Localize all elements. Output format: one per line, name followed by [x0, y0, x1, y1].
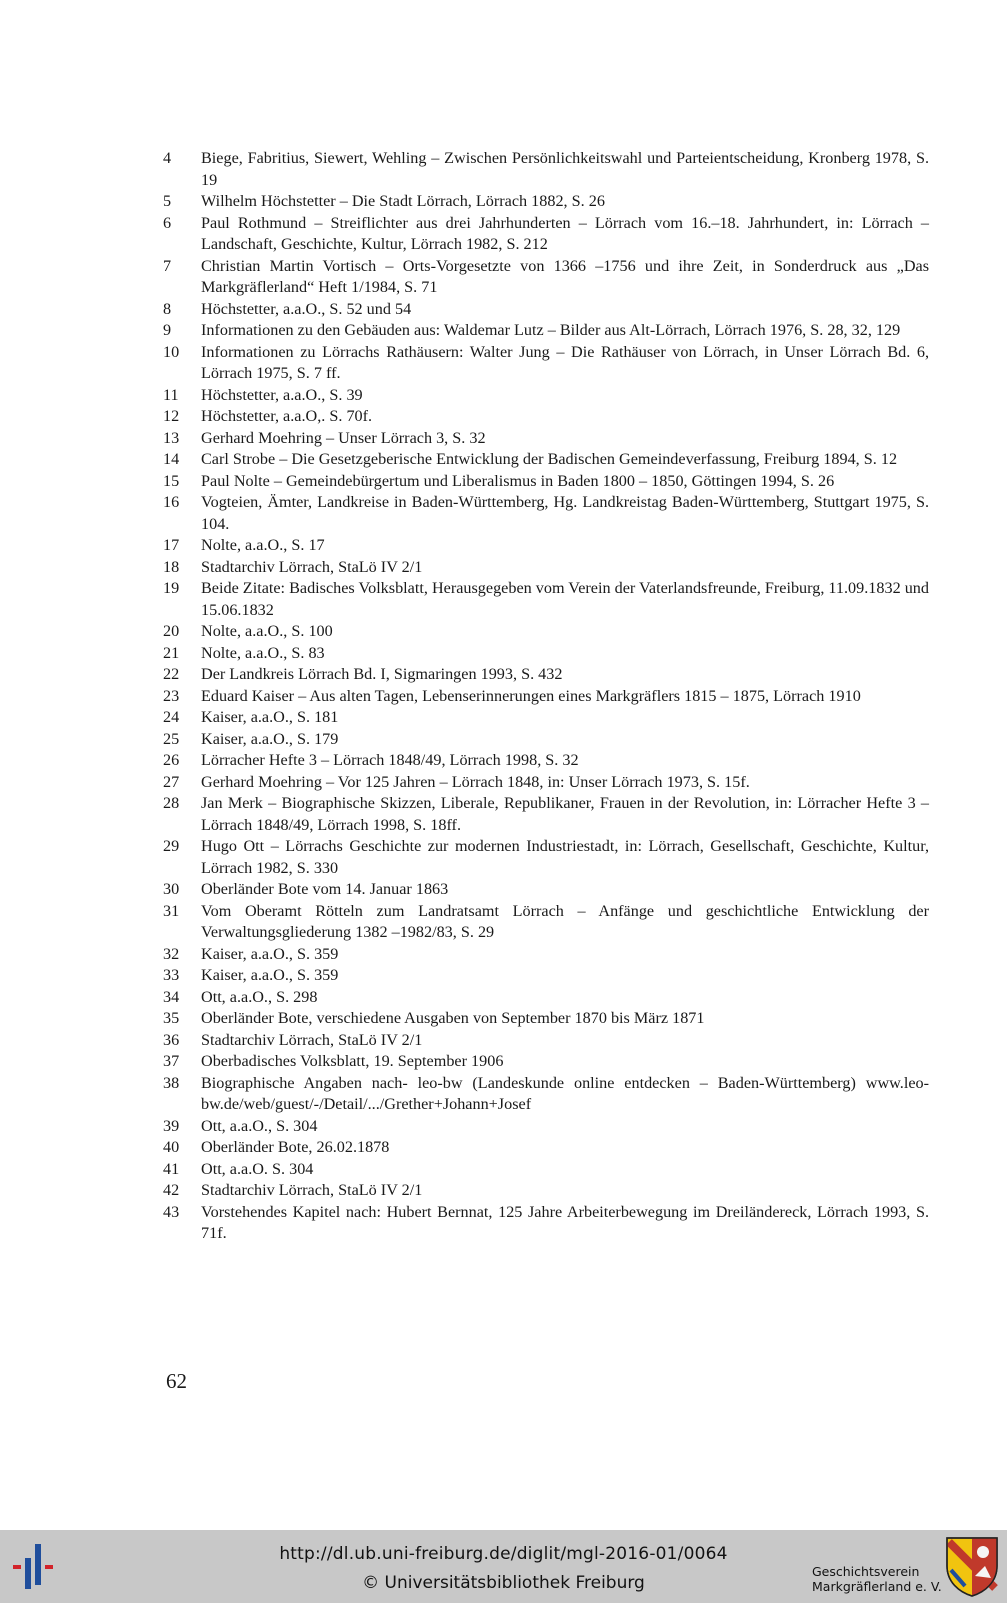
footnote-number: 35	[163, 1009, 180, 1027]
footnote-number: 38	[163, 1073, 180, 1092]
footnote-35	[163, 1008, 929, 1030]
footnote-number: 28	[163, 794, 180, 812]
footnote-26	[163, 750, 929, 772]
footnote-number: 6	[163, 213, 172, 232]
footnote-number: 37	[163, 1052, 180, 1070]
footnote-text: Oberländer Bote vom 14. Januar 1863	[201, 880, 449, 898]
footnote-number: 27	[163, 772, 180, 791]
footnote-text: Nolte, a.a.O., S. 100	[201, 622, 333, 640]
footnote-number: 19	[163, 579, 180, 597]
footnote-31	[163, 901, 929, 944]
footnote-number: 15	[163, 471, 180, 490]
footnote-37	[163, 1051, 929, 1073]
footnote-25	[163, 729, 929, 751]
footnote-12	[163, 406, 929, 428]
footnote-10	[163, 342, 929, 385]
footnote-text: Vogteien, Ämter, Landkreise in Baden-Württemberg, Hg. Landkreistag Baden-Württemberg, Stuttgart 1975, S. 104.	[201, 493, 929, 533]
footnote-number: 33	[163, 966, 180, 984]
footnote-number: 29	[163, 837, 180, 855]
footnote-text: Wilhelm Höchstetter – Die Stadt Lörrach, Lörrach 1882, S. 26	[201, 192, 605, 210]
footnote-text: Oberländer Bote, verschiedene Ausgaben von September 1870 bis März 1871	[201, 1009, 705, 1027]
footnote-42	[163, 1180, 929, 1202]
footnote-text: Stadtarchiv Lörrach, StaLö IV 2/1	[201, 1030, 423, 1049]
viewer-footer	[0, 1530, 1007, 1603]
footnote-number: 36	[163, 1030, 180, 1049]
footnote-text: Carl Strobe – Die Gesetzgeberische Entwicklung der Badischen Gemeindeverfassung, Freiburg 1894, S. 12	[201, 450, 898, 468]
footnote-14	[163, 449, 929, 471]
footnote-text: Jan Merk – Biographische Skizzen, Liberale, Republikaner, Frauen in der Revolution, in: Lörracher Hefte 3 – Lörrach 1848/49, Lörrach 1998, S. 18ff.	[201, 794, 929, 834]
footnote-text: Biographische Angaben nach- leo-bw (Landeskunde online entdecken – Baden-Württemberg) www.leo-bw.de/web/guest/-/Detail/.../Grether+Johann+Josef	[201, 1073, 929, 1113]
footnote-41	[163, 1159, 929, 1181]
footnote-30	[163, 879, 929, 901]
footnote-text: Nolte, a.a.O., S. 17	[201, 536, 325, 554]
footnote-text: Paul Nolte – Gemeindebürgertum und Liberalismus in Baden 1800 – 1850, Göttingen 1994, S. 26	[201, 471, 835, 490]
footnote-28	[163, 793, 929, 836]
footnote-number: 10	[163, 342, 180, 361]
footnote-text: Oberländer Bote, 26.02.1878	[201, 1138, 390, 1156]
footnote-27	[163, 772, 929, 794]
footnote-text: Vom Oberamt Rötteln zum Landratsamt Lörrach – Anfänge und geschichtliche Entwicklung der Verwaltungsgliederung 1382 –1982/83, S. 29	[201, 901, 929, 941]
footnote-number: 26	[163, 751, 180, 769]
footnote-text: Hugo Ott – Lörrachs Geschichte zur modernen Industriestadt, in: Lörrach, Gesellschaft, Geschichte, Kultur, Lörrach 1982, S. 330	[201, 837, 929, 877]
footnote-text: Kaiser, a.a.O., S. 359	[201, 944, 339, 963]
footnote-6	[163, 213, 929, 256]
footnote-17	[163, 535, 929, 557]
footnote-24	[163, 707, 929, 729]
footnote-36	[163, 1030, 929, 1052]
footnote-text: Gerhard Moehring – Unser Lörrach 3, S. 32	[201, 428, 486, 447]
footnote-19	[163, 578, 929, 621]
society-name-line2: Markgräflerland e. V.	[812, 1579, 942, 1594]
footnote-number: 30	[163, 880, 180, 898]
footnote-text: Paul Rothmund – Streiflichter aus drei Jahrhunderten – Lörrach vom 16.–18. Jahrhundert, in: Lörrach – Landschaft, Geschichte, Kultur, Lörrach 1982, S. 212	[201, 213, 929, 253]
page-number: 62	[166, 1369, 187, 1393]
footnote-text: Biege, Fabritius, Siewert, Wehling – Zwischen Persönlichkeitswahl und Parteientscheidung, Kronberg 1978, S. 19	[201, 149, 929, 189]
footnote-22	[163, 664, 929, 686]
footnote-text: Beide Zitate: Badisches Volksblatt, Herausgegeben vom Verein der Vaterlandsfreunde, Freiburg, 11.09.1832 und 15.06.1832	[201, 579, 929, 619]
footnote-number: 23	[163, 686, 180, 705]
footnote-number: 40	[163, 1138, 180, 1156]
footnote-16	[163, 492, 929, 535]
footnote-text: Nolte, a.a.O., S. 83	[201, 643, 325, 662]
footnote-number: 34	[163, 987, 180, 1006]
footnote-text: Höchstetter, a.a.O,. S. 70f.	[201, 407, 373, 425]
footnote-text: Der Landkreis Lörrach Bd. I, Sigmaringen 1993, S. 432	[201, 665, 563, 683]
footnote-number: 14	[163, 450, 180, 468]
footnote-21	[163, 643, 929, 665]
footnote-9	[163, 320, 929, 342]
copyright-text: © Universitätsbibliothek Freiburg	[362, 1573, 645, 1593]
footnote-text: Kaiser, a.a.O., S. 181	[201, 708, 339, 726]
footnote-text: Ott, a.a.O., S. 298	[201, 987, 318, 1006]
footnote-32	[163, 944, 929, 966]
footnote-34	[163, 987, 929, 1009]
footnote-text: Höchstetter, a.a.O., S. 52 und 54	[201, 299, 412, 318]
footnote-text: Stadtarchiv Lörrach, StaLö IV 2/1	[201, 557, 423, 576]
footnote-text: Ott, a.a.O. S. 304	[201, 1159, 314, 1178]
footnote-text: Ott, a.a.O., S. 304	[201, 1116, 318, 1135]
footnote-11	[163, 385, 929, 407]
footnote-number: 12	[163, 407, 180, 425]
footnote-list	[163, 148, 929, 1245]
footnote-number: 8	[163, 299, 172, 318]
footnote-33	[163, 965, 929, 987]
footnote-text: Informationen zu den Gebäuden aus: Waldemar Lutz – Bilder aus Alt-Lörrach, Lörrach 1976, S. 28, 32, 129	[201, 321, 901, 339]
footnote-number: 11	[163, 385, 179, 404]
footnote-15	[163, 471, 929, 493]
footnote-number: 42	[163, 1181, 180, 1199]
footnote-number: 5	[163, 192, 172, 210]
footnote-number: 4	[163, 149, 172, 167]
footnote-number: 21	[163, 643, 180, 662]
footnote-number: 43	[163, 1202, 180, 1221]
footnote-number: 31	[163, 901, 180, 920]
footnote-text: Oberbadisches Volksblatt, 19. September 1906	[201, 1052, 504, 1070]
footnote-number: 24	[163, 708, 180, 726]
footnote-38	[163, 1073, 929, 1116]
footnote-text: Eduard Kaiser – Aus alten Tagen, Lebenserinnerungen eines Markgräflers 1815 – 1875, Lörrach 1910	[201, 686, 861, 705]
footnote-23	[163, 686, 929, 708]
footnote-18	[163, 557, 929, 579]
footnote-40	[163, 1137, 929, 1159]
footnote-text: Stadtarchiv Lörrach, StaLö IV 2/1	[201, 1181, 423, 1199]
footnote-text: Kaiser, a.a.O., S. 179	[201, 729, 339, 748]
footnote-text: Höchstetter, a.a.O., S. 39	[201, 385, 363, 404]
footnote-text: Vorstehendes Kapitel nach: Hubert Bernnat, 125 Jahre Arbeiterbewegung im Dreiländereck, Lörrach 1993, S. 71f.	[201, 1202, 929, 1242]
footnote-number: 16	[163, 493, 180, 511]
society-name	[812, 1564, 952, 1594]
footnote-43	[163, 1202, 929, 1245]
footnote-number: 32	[163, 944, 180, 963]
footnote-20	[163, 621, 929, 643]
footnote-8	[163, 299, 929, 321]
footnote-number: 20	[163, 622, 180, 640]
footnote-text: Kaiser, a.a.O., S. 359	[201, 966, 339, 984]
footnote-number: 9	[163, 321, 172, 339]
footnote-number: 7	[163, 256, 172, 275]
footnote-39	[163, 1116, 929, 1138]
footnote-text: Gerhard Moehring – Vor 125 Jahren – Lörrach 1848, in: Unser Lörrach 1973, S. 15f.	[201, 772, 750, 791]
footnote-number: 17	[163, 536, 180, 554]
footnote-number: 18	[163, 557, 180, 576]
footnote-number: 13	[163, 428, 180, 447]
coat-of-arms-icon	[945, 1536, 999, 1598]
footnote-text: Christian Martin Vortisch – Orts-Vorgesetzte von 1366 –1756 und ihre Zeit, in Sonderdruck aus „Das Markgräflerland“ Heft 1/1984, S. 71	[201, 256, 929, 296]
footnote-5	[163, 191, 929, 213]
footnote-text: Informationen zu Lörrachs Rathäusern: Walter Jung – Die Rathäuser von Lörrach, in Unser Lörrach Bd. 6, Lörrach 1975, S. 7 ff.	[201, 342, 929, 382]
footnote-number: 22	[163, 665, 180, 683]
footnote-text: Lörracher Hefte 3 – Lörrach 1848/49, Lörrach 1998, S. 32	[201, 751, 579, 769]
footnote-number: 41	[163, 1159, 180, 1178]
society-name-line1: Geschichtsverein	[812, 1564, 920, 1579]
footnote-29	[163, 836, 929, 879]
permalink-url[interactable]: http://dl.ub.uni-freiburg.de/diglit/mgl-2016-01/0064	[279, 1544, 728, 1564]
footnote-4	[163, 148, 929, 191]
footnote-number: 25	[163, 729, 180, 748]
footnote-7	[163, 256, 929, 299]
footnote-number: 39	[163, 1116, 180, 1135]
footnote-13	[163, 428, 929, 450]
